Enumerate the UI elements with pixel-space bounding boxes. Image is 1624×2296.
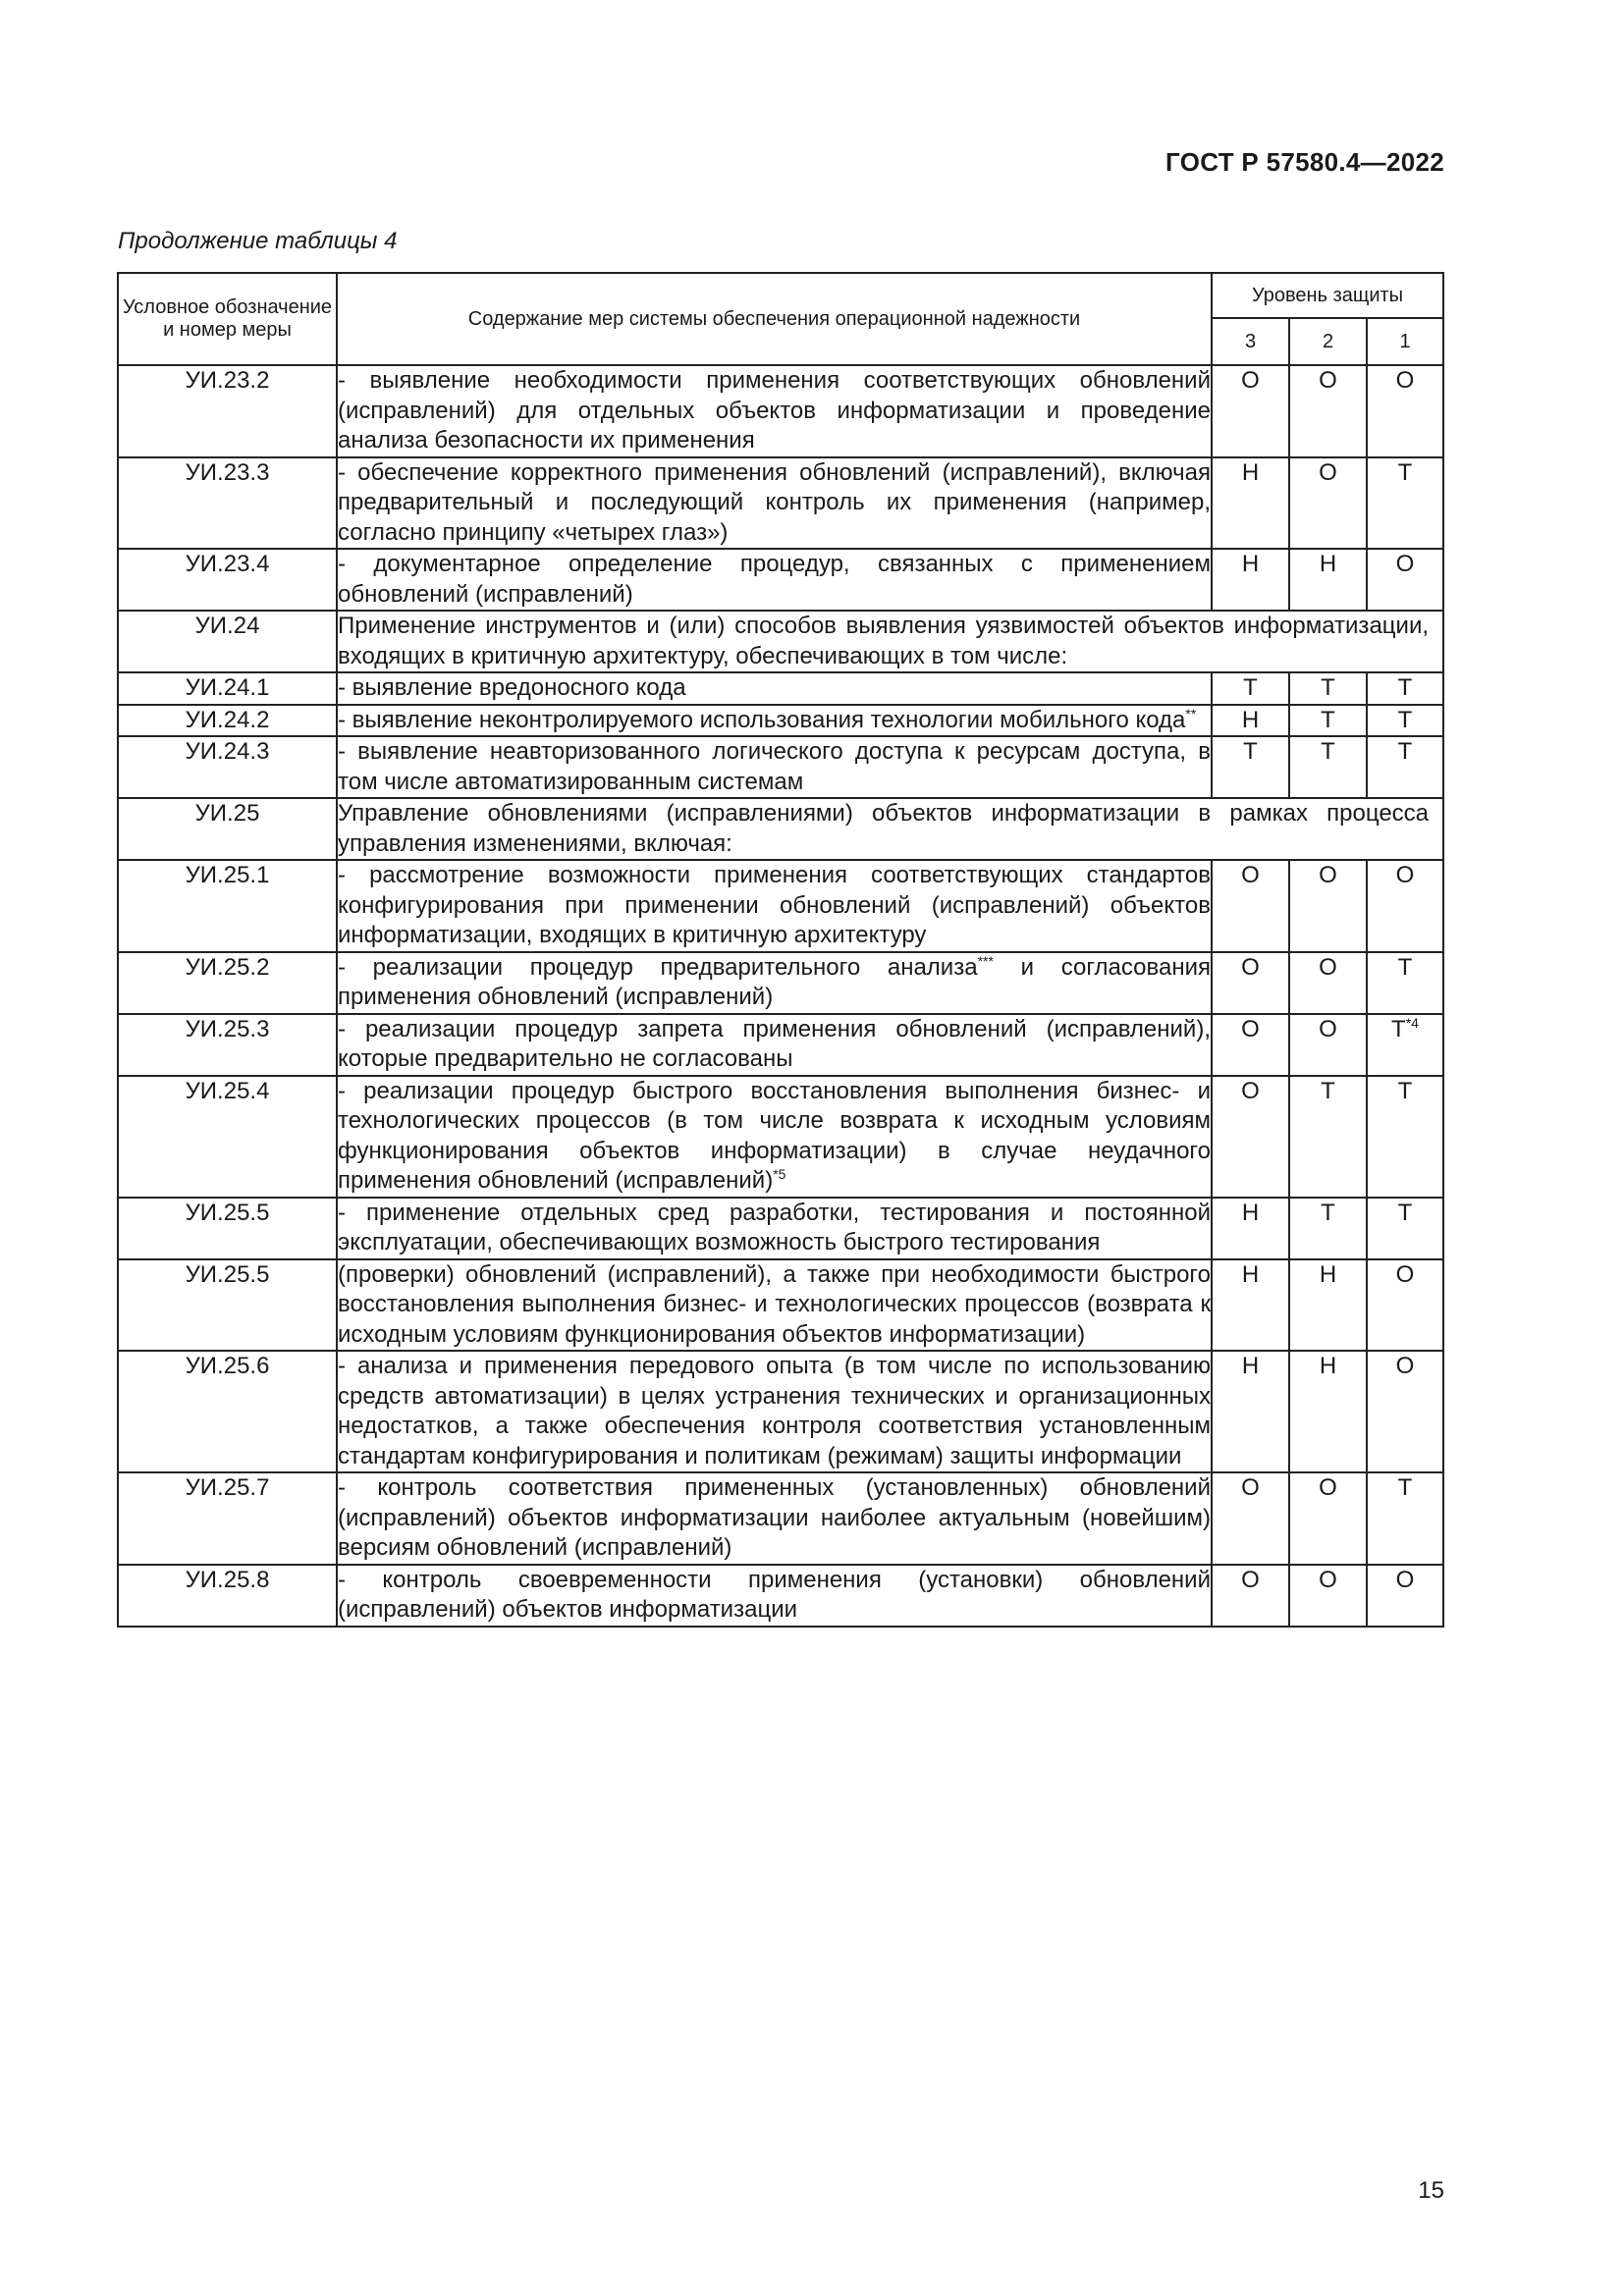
- level-2-value: О: [1289, 952, 1367, 1014]
- level-2-value: О: [1289, 1472, 1367, 1565]
- level-3-value: О: [1212, 1076, 1289, 1198]
- measure-text: - обеспечение корректного применения обновлений (исправлений), включая предварительный и последующий контроль их применения (например, согласно принципу «четырех глаз»): [337, 457, 1212, 550]
- measure-text: [337, 705, 1212, 737]
- table-row: [118, 365, 1443, 457]
- footnote-mark: *4: [1405, 1014, 1419, 1031]
- table-row: [118, 1472, 1443, 1565]
- level-1-value: Т: [1367, 1472, 1443, 1565]
- table-row: [118, 1351, 1443, 1472]
- measure-code: УИ.23.3: [118, 457, 337, 550]
- measure-text: - выявление необходимости применения соответствующих обновлений (исправлений) для отдельных объектов информатизации и проведение анализа безопасности их применения: [337, 365, 1212, 457]
- measure-text-body: - реализации процедур быстрого восстановления выполнения бизнес- и технологических процессов (в том числе возврата к исходным условиям функционирования объектов информатизации) в случае неудачного применения обновлений (исправлений): [338, 1077, 1211, 1194]
- measure-code: УИ.25.7: [118, 1472, 337, 1565]
- level-2-value: О: [1289, 1565, 1367, 1627]
- measure-text: [337, 952, 1212, 1014]
- header-code: Условное обозначение и номер меры: [118, 273, 337, 365]
- level-2-value: О: [1289, 365, 1367, 457]
- level-1-value: Т: [1367, 705, 1443, 737]
- level-3-value: Н: [1212, 549, 1289, 611]
- table-row: [118, 1198, 1443, 1259]
- measure-text: - реализации процедур запрета применения обновлений (исправлений), которые предварительно не согласованы: [337, 1014, 1212, 1076]
- level-1-value: О: [1367, 549, 1443, 611]
- measure-code: УИ.25.5: [118, 1198, 337, 1259]
- table-row: [118, 952, 1443, 1014]
- page-number: 15: [1418, 2177, 1444, 2204]
- measure-code: УИ.25.8: [118, 1565, 337, 1627]
- measure-group-text: Применение инструментов и (или) способов выявления уязвимостей объектов информатизации, входящих в критичную архитектуру, обеспечивающих в том числе:: [337, 611, 1443, 672]
- level-1-value: О: [1367, 1351, 1443, 1472]
- level-2-value: Н: [1289, 1351, 1367, 1472]
- level-3-value: Н: [1212, 457, 1289, 550]
- level-1-value: О: [1367, 1259, 1443, 1352]
- measure-code: УИ.24: [118, 611, 337, 672]
- table-row: [118, 549, 1443, 611]
- measure-text: - контроль своевременности применения (установки) обновлений (исправлений) объектов информатизации: [337, 1565, 1212, 1627]
- measure-code: УИ.25.1: [118, 860, 337, 952]
- measure-code: УИ.24.1: [118, 672, 337, 705]
- measure-code: УИ.25: [118, 798, 337, 860]
- level-2-value: О: [1289, 1014, 1367, 1076]
- measure-code: УИ.25.2: [118, 952, 337, 1014]
- table-row: [118, 1565, 1443, 1627]
- measure-text-part-b: и согласования применения обновлений (исправлений): [338, 953, 1212, 1010]
- measure-text: - анализа и применения передового опыта (в том числе по использованию средств автоматизации) в целях устранения технических и организационных недостатков, а также обеспечения контроля соответствия установленным стандартам конфигурирования и политикам (режимам) защиты информации: [337, 1351, 1212, 1472]
- level-3-value: Н: [1212, 705, 1289, 737]
- measure-code: УИ.24.2: [118, 705, 337, 737]
- table-row: [118, 1076, 1443, 1198]
- measure-code: УИ.23.2: [118, 365, 337, 457]
- level-2-value: Т: [1289, 736, 1367, 798]
- header-level-1: 1: [1367, 318, 1443, 365]
- level-3-value: О: [1212, 1565, 1289, 1627]
- header-level-3: 3: [1212, 318, 1289, 365]
- level-2-value: Н: [1289, 1259, 1367, 1352]
- level-3-value: Н: [1212, 1198, 1289, 1259]
- level-1-value: О: [1367, 365, 1443, 457]
- table-row: [118, 736, 1443, 798]
- level-3-value: Т: [1212, 672, 1289, 705]
- level-1-value: Т: [1367, 952, 1443, 1014]
- level-2-value: Н: [1289, 549, 1367, 611]
- level-3-value: О: [1212, 952, 1289, 1014]
- measure-code: УИ.25.3: [118, 1014, 337, 1076]
- level-3-value: О: [1212, 1472, 1289, 1565]
- level-3-value: Н: [1212, 1259, 1289, 1352]
- footnote-mark: **: [1185, 705, 1197, 721]
- level-3-value: О: [1212, 365, 1289, 457]
- measure-text-part-a: - реализации процедур предварительного анализа: [338, 953, 978, 981]
- level-3-value: Т: [1212, 736, 1289, 798]
- level-2-value: Т: [1289, 1198, 1367, 1259]
- level-1-value: [1367, 1014, 1443, 1076]
- table-row-group: [118, 798, 1443, 860]
- table-row: [118, 1259, 1443, 1352]
- table-row: [118, 705, 1443, 737]
- measure-code: УИ.23.4: [118, 549, 337, 611]
- measures-table: [117, 272, 1444, 1628]
- table-row: [118, 672, 1443, 705]
- table-row: [118, 860, 1443, 952]
- measure-text: - применение отдельных сред разработки, тестирования и постоянной эксплуатации, обеспечивающих возможность быстрого тестирования: [337, 1198, 1212, 1259]
- measure-text: - документарное определение процедур, связанных с применением обновлений (исправлений): [337, 549, 1212, 611]
- level-3-value: Н: [1212, 1351, 1289, 1472]
- header-protection-level: Уровень защиты: [1212, 273, 1443, 318]
- level-1-value: Т: [1367, 672, 1443, 705]
- level-2-value: Т: [1289, 1076, 1367, 1198]
- level-3-value: О: [1212, 860, 1289, 952]
- level-1-value: Т: [1367, 457, 1443, 550]
- measure-code: УИ.25.6: [118, 1351, 337, 1472]
- level-1-value: Т: [1367, 1198, 1443, 1259]
- measure-text: - выявление вредоносного кода: [337, 672, 1212, 705]
- table-caption: Продолжение таблицы 4: [118, 228, 398, 254]
- level-1-value: О: [1367, 1565, 1443, 1627]
- level-1-value: О: [1367, 860, 1443, 952]
- table-row-group: [118, 611, 1443, 672]
- level-2-value: Т: [1289, 672, 1367, 705]
- measure-text-body: - выявление неконтролируемого использования технологии мобильного кода: [338, 706, 1186, 733]
- table-row: [118, 1014, 1443, 1076]
- table-row: [118, 457, 1443, 550]
- header-level-2: 2: [1289, 318, 1367, 365]
- header-content: Содержание мер системы обеспечения операционной надежности: [337, 273, 1212, 365]
- level-1-value-text: Т: [1391, 1015, 1406, 1042]
- level-1-value: Т: [1367, 1076, 1443, 1198]
- measure-text: - рассмотрение возможности применения соответствующих стандартов конфигурирования при применении обновлений (исправлений) объектов информатизации, входящих в критичную архитектуру: [337, 860, 1212, 952]
- measure-text: [337, 1076, 1212, 1198]
- level-2-value: О: [1289, 457, 1367, 550]
- measure-code: УИ.25.4: [118, 1076, 337, 1198]
- level-3-value: О: [1212, 1014, 1289, 1076]
- level-1-value: Т: [1367, 736, 1443, 798]
- measure-code: УИ.25.5: [118, 1259, 337, 1352]
- measure-group-text: Управление обновлениями (исправлениями) объектов информатизации в рамках процесса управления изменениями, включая:: [337, 798, 1443, 860]
- measure-text: - контроль соответствия примененных (установленных) обновлений (исправлений) объектов информатизации наиболее актуальным (новейшим) версиям обновлений (исправлений): [337, 1472, 1212, 1565]
- footnote-mark: ***: [977, 952, 994, 969]
- measure-text: (проверки) обновлений (исправлений), а также при необходимости быстрого восстановления выполнения бизнес- и технологических процессов (возврата к исходным условиям функционирования объектов информатизации): [337, 1259, 1212, 1352]
- footnote-mark: *5: [773, 1166, 786, 1182]
- level-2-value: О: [1289, 860, 1367, 952]
- level-2-value: Т: [1289, 705, 1367, 737]
- measure-text: - выявление неавторизованного логического доступа к ресурсам доступа, в том числе автоматизированным системам: [337, 736, 1212, 798]
- measure-code: УИ.24.3: [118, 736, 337, 798]
- document-standard-header: ГОСТ Р 57580.4—2022: [1165, 147, 1444, 177]
